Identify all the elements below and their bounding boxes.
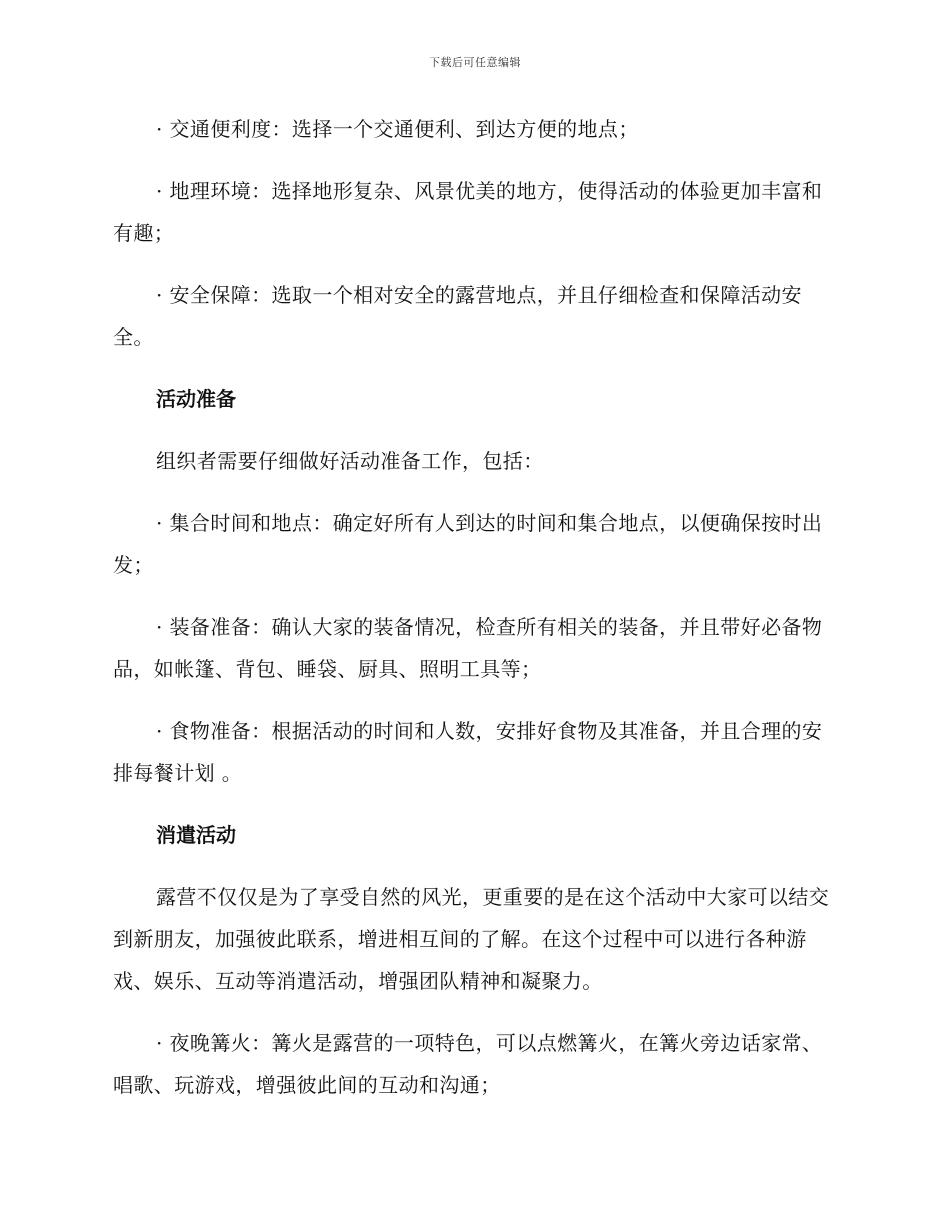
preparation-intro: 组织者需要仔细做好活动准备工作，包括： — [156, 449, 544, 473]
document-body — [113, 108, 838, 1126]
page-header: 下载后可任意编辑 — [429, 56, 521, 69]
bullet-meeting-time-place: · 集合时间和地点：确定好所有人到达的时间和集合地点，以便确保按时出发； — [113, 511, 823, 577]
bullet-transport-convenience: · 交通便利度：选择一个交通便利、到达方便的地点； — [156, 117, 639, 141]
bullet-safety-assurance: · 安全保障：选取一个相对安全的露营地点，并且仔细检查和保障活动安全。 — [113, 283, 802, 349]
section-heading-recreation: 消遣活动 — [156, 823, 236, 847]
bullet-food: · 食物准备：根据活动的时间和人数，安排好食物及其准备，并且合理的安排每餐计划 。 — [113, 719, 823, 785]
recreation-intro: 露营不仅仅是为了享受自然的风光，更重要的是在这个活动中大家可以结交到新朋友，加强彼此联系，增进相互间的了解。在这个过程中可以进行各种游戏、娱乐、互动等消遣活动，增强团队精神和凝聚力。 — [113, 885, 830, 993]
bullet-campfire: · 夜晚篝火：篝火是露营的一项特色，可以点燃篝火，在篝火旁边话家常、唱歌、玩游戏，增强彼此间的互动和沟通； — [113, 1031, 823, 1097]
bullet-equipment: · 装备准备：确认大家的装备情况，检查所有相关的装备，并且带好必备物品，如帐篷、背包、睡袋、厨具、照明工具等； — [113, 615, 823, 681]
bullet-geographic-environment: · 地理环境：选择地形复杂、风景优美的地方，使得活动的体验更加丰富和有趣； — [113, 179, 823, 245]
section-heading-preparation: 活动准备 — [156, 387, 236, 411]
